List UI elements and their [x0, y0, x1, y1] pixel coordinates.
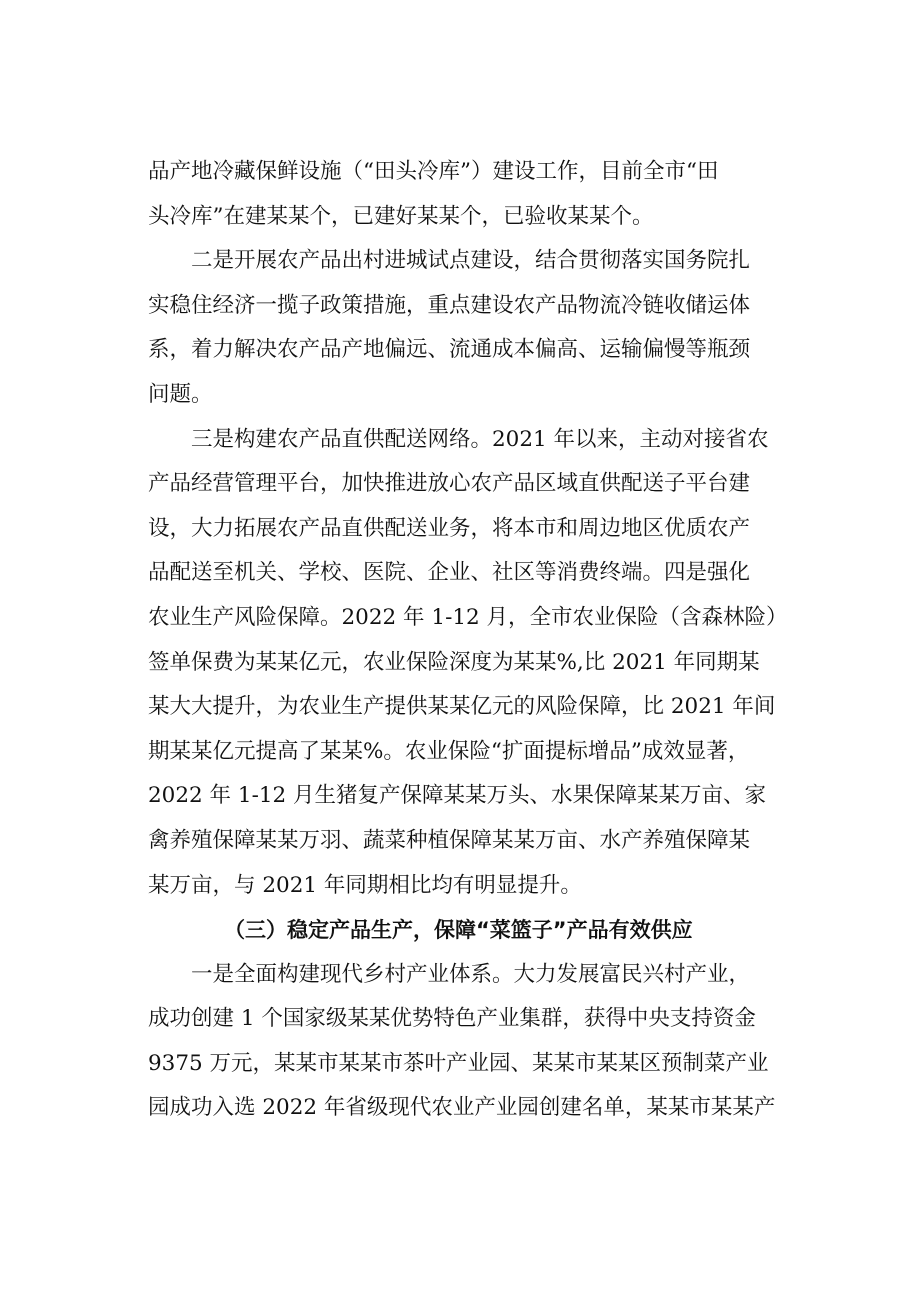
paragraph-line: 成功创建 1 个国家级某某优势特色产业集群，获得中央支持资金 [148, 1006, 756, 1032]
paragraph-line: 期某某亿元提高了某某%。农业保险“扩面提标增品”成效显著， [148, 738, 750, 764]
paragraph-line: 某万亩，与 2021 年同期相比均有明显提升。 [148, 872, 582, 898]
paragraph-line: 三是构建农产品直供配送网络。2021 年以来，主动对接省农 [191, 426, 769, 452]
paragraph-line: 2022 年 1-12 月生猪复产保障某某万头、水果保障某某万亩、家 [148, 783, 767, 809]
paragraph-line: 系，着力解决农产品产地偏远、流通成本偏高、运输偏慢等瓶颈 [148, 337, 751, 363]
paragraph-line: 产品经营管理平台，加快推进放心农产品区域直供配送子平台建 [148, 471, 751, 497]
paragraph-line: 一是全面构建现代乡村产业体系。大力发展富民兴村产业， [191, 961, 751, 987]
document-body [148, 150, 826, 1131]
section-heading: （三）稳定产品生产，保障“菜篮子”产品有效供应 [224, 918, 693, 943]
paragraph-line: 设，大力拓展农产品直供配送业务，将本市和周边地区优质农产 [148, 515, 751, 541]
paragraph-line: 9375 万元，某某市某某市茶叶产业园、某某市某某区预制菜产业 [148, 1050, 769, 1076]
paragraph-line: 品产地冷藏保鲜设施（“田头冷库”）建设工作，目前全市“田 [148, 159, 719, 184]
paragraph-line: 某大大提升，为农业生产提供某某亿元的风险保障，比 2021 年间 [148, 694, 776, 720]
paragraph-line: 园成功入选 2022 年省级现代农业产业园创建名单，某某市某某产 [148, 1095, 776, 1121]
paragraph-line: 二是开展农产品出村进城试点建设，结合贯彻落实国务院扎 [191, 248, 751, 274]
paragraph-line: 问题。 [148, 381, 213, 407]
paragraph-line: 签单保费为某某亿元，农业保险深度为某某%,比 2021 年同期某 [148, 649, 760, 675]
paragraph-line: 禽养殖保障某某万羽、蔬菜种植保障某某万亩、水产养殖保障某 [148, 827, 751, 853]
paragraph-line: 农业生产风险保障。2022 年 1-12 月，全市农业保险（含森林险） [148, 604, 788, 630]
paragraph-line: 头冷库”在建某某个，已建好某某个，已验收某某个。 [148, 203, 654, 229]
paragraph-line: 实稳住经济一揽子政策措施，重点建设农产品物流冷链收储运体 [148, 292, 751, 318]
paragraph-line: 品配送至机关、学校、医院、企业、社区等消费终端。四是强化 [148, 560, 751, 586]
